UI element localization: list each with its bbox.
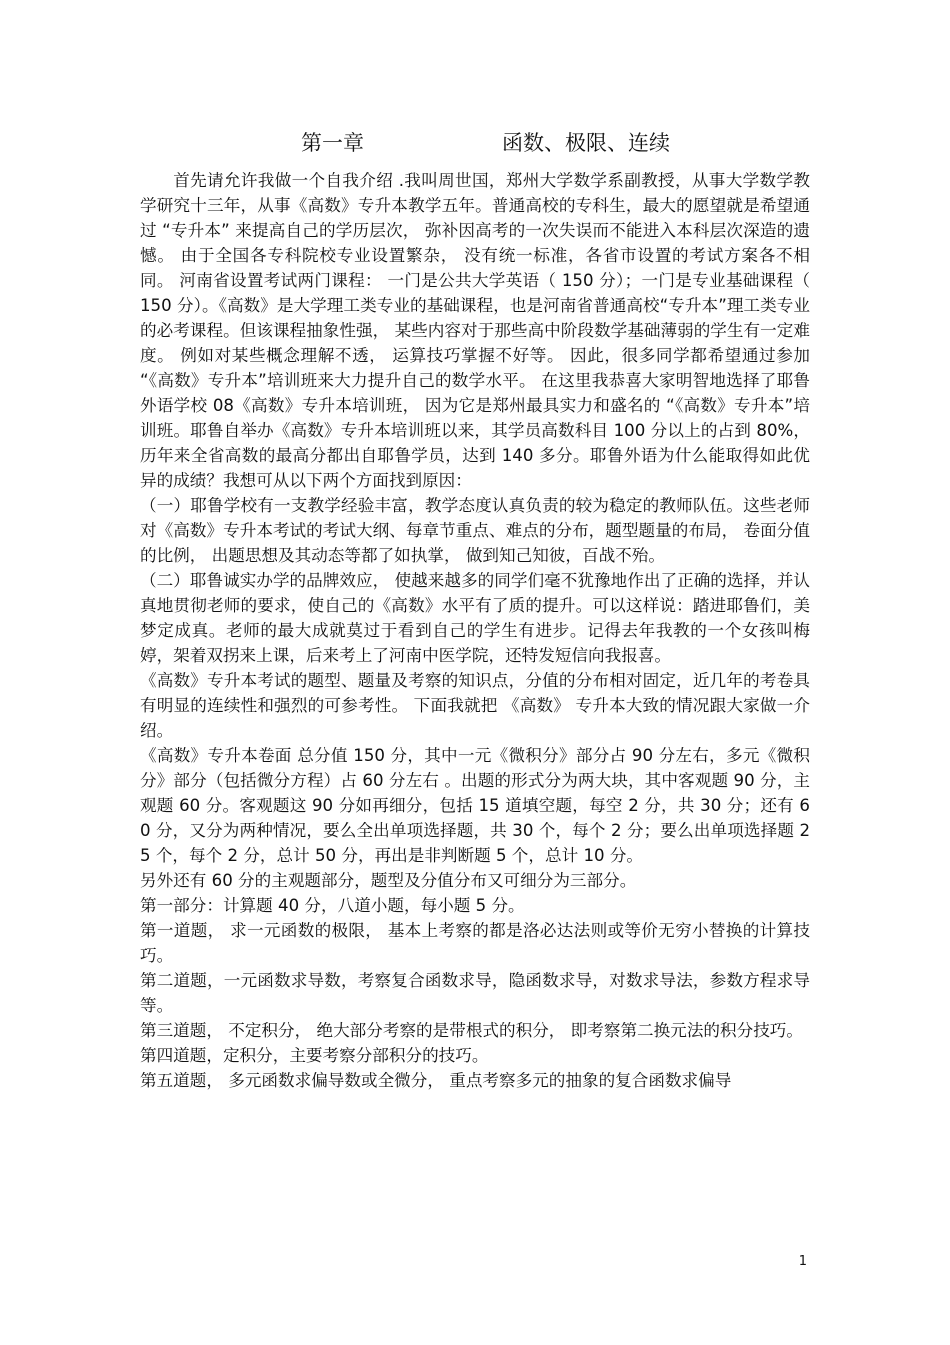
paragraph-reason-one: （一）耶鲁学校有一支教学经验丰富，教学态度认真负责的较为稳定的教师队伍。这些老师对《高数》专升本考试的考试大纲、每章节重点、难点的分布，题型题量的布局， 卷面分值的比例， 出题思想及其动态等都了如执掌， 做到知己知彼，百战不殆。 [140,496,810,565]
paragraph-exam-overview: 《高数》专升本考试的题型、题量及考察的知识点，分值的分布相对固定，近几年的考卷具有明显的连续性和强烈的可参考性。 下面我就把 《高数》 专升本大致的情况跟大家做一介绍。 [140,671,810,740]
paragraph-question-five: 第五道题， 多元函数求偏导数或全微分， 重点考察多元的抽象的复合函数求偏导 [140,1071,732,1090]
paragraph-subjective-part: 另外还有 60 分的主观题部分，题型及分值分布又可细分为三部分。 [140,871,637,890]
paragraph-part-one: 第一部分：计算题 40 分，八道小题，每小题 5 分。 [140,896,525,915]
paragraph-question-two: 第二道题，一元函数求导数，考察复合函数求导，隐函数求导，对数求导法，参数方程求导等。 [140,971,810,1015]
chapter-topic: 函数、极限、连续 [502,131,670,155]
paragraph-question-three: 第三道题， 不定积分， 绝大部分考察的是带根式的积分， 即考察第二换元法的积分技巧。 [140,1021,803,1040]
page-number: 1 [798,1254,807,1269]
paragraph-question-four: 第四道题，定积分，主要考察分部积分的技巧。 [140,1046,489,1065]
document-body [140,168,810,1093]
chapter-number: 第一章 [301,131,364,155]
paragraph-question-one: 第一道题， 求一元函数的极限， 基本上考察的都是洛必达法则或等价无穷小替换的计算技巧。 [140,921,810,965]
paragraph-introduction: 首先请允许我做一个自我介绍 .我叫周世国，郑州大学数学系副教授，从事大学数学教学研究十三年，从事《高数》专升本教学五年。普通高校的专科生，最大的愿望就是希望通过 “专升本” 来提高自己的学历层次， 弥补因高考的一次失误而不能进入本科层次深造的遗憾。 由于全国各专科院校专业设置繁杂， 没有统一标准，各省市设置的考试方案各不相同。 河南省设置考试两门课程： 一门是公共大学英语（ 150 分）；一门是专业基础课程（ 150 分）。《高数》是大学理工类专业的基础课程，也是河南省普通高校“专升本”理工类专业的必考课程。但该课程抽象性强， 某些内容对于那些高中阶段数学基础薄弱的学生有一定难度。 例如对某些概念理解不透， 运算技巧掌握不好等。 因此，很多同学都希望通过参加 “《高数》专升本”培训班来大力提升自己的数学水平。 在这里我恭喜大家明智地选择了耶鲁外语学校 08《高数》专升本培训班， 因为它是郑州最具实力和盛名的 “《高数》专升本”培训班。耶鲁自举办《高数》专升本培训班以来，其学员高数科目 100 分以上的占到 80%，历年来全省高数的最高分都出自耶鲁学员，达到 140 多分。耶鲁外语为什么能取得如此优异的成绩？我想可从以下两个方面找到原因： [140,171,810,490]
chapter-title [0,128,950,158]
paragraph-reason-two: （二）耶鲁诚实办学的品牌效应， 使越来越多的同学们毫不犹豫地作出了正确的选择，并认真地贯彻老师的要求，使自己的《高数》水平有了质的提升。可以这样说：踏进耶鲁们，美梦定成真。老师的最大成就莫过于看到自己的学生有进步。记得去年我教的一个女孩叫梅婷，架着双拐来上课，后来考上了河南中医学院，还特发短信向我报喜。 [140,571,810,665]
paragraph-score-breakdown: 《高数》专升本卷面 总分值 150 分，其中一元《微积分》部分占 90 分左右，多元《微积分》部分（包括微分方程）占 60 分左右 。出题的形式分为两大块，其中客观题 90 分，主观题 60 分。客观题这 90 分如再细分，包括 15 道填空题，每空 2 分，共 30 分；还有 60 分，又分为两种情况，要么全出单项选择题，共 30 个，每个 2 分；要么出单项选择题 25 个，每个 2 分，总计 50 分，再出是非判断题 5 个，总计 10 分。 [140,746,810,865]
